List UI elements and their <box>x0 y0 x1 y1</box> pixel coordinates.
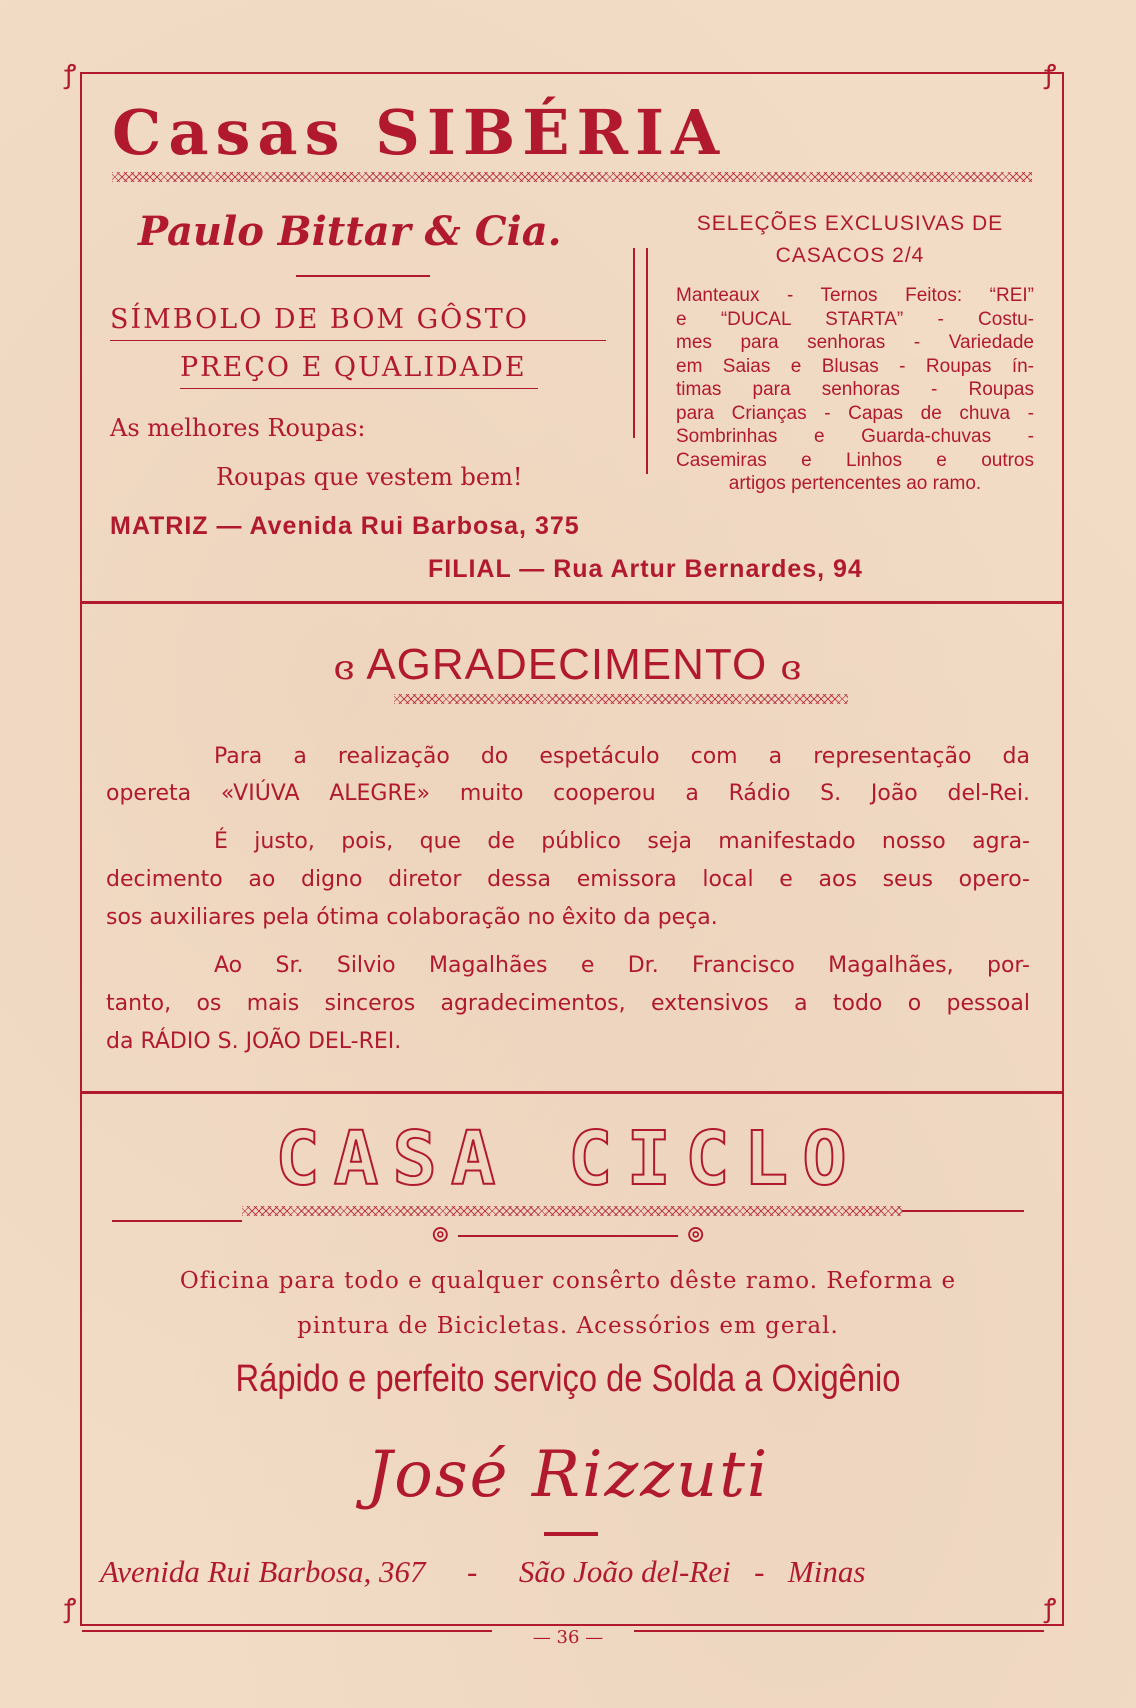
address-separator: - <box>466 1554 478 1589</box>
ciclo-welding-line: Rápido e perfeito serviço de Solda a Oxigênio <box>235 1358 901 1400</box>
corner-ornament-top-left: ꝭ <box>64 60 77 90</box>
product-line: timas para senhoras - Roupas <box>676 379 1034 400</box>
paragraph-3-line-3: da RÁDIO S. JOÃO DEL-REI. <box>106 1029 402 1054</box>
page-number: — 36 — <box>532 1627 604 1648</box>
firm-name: Paulo Bittar & Cia. <box>138 208 562 255</box>
section-divider-2 <box>82 1091 1062 1094</box>
ciclo-service-line-1: Oficina para todo e qualquer consêrto dêste ramo. Reforma e <box>179 1268 957 1294</box>
product-line: e “DUCAL STARTA” - Costu- <box>676 308 1034 330</box>
coats-heading: CASACOS 2/4 <box>775 244 925 267</box>
product-line-last: artigos pertencentes ao ramo. <box>728 473 982 494</box>
ciclo-scroll-ornament <box>0 1220 1136 1248</box>
product-list <box>676 284 1034 496</box>
ciclo-service-line-2: pintura de Bicicletas. Acessórios em geral. <box>297 1313 839 1339</box>
title-wavy-divider <box>112 172 1032 182</box>
scroll-right-icon: ⊚ <box>685 1220 706 1248</box>
product-line: mes para senhoras - Variedade <box>676 332 1034 353</box>
corner-ornament-bottom-left: ꝭ <box>64 1594 77 1624</box>
slogan-price-quality: PREÇO E QUALIDADE <box>180 352 527 383</box>
clothes-fit-line: Roupas que vestem bem! <box>216 463 523 491</box>
column-rule-left <box>633 248 635 438</box>
slogan-underline-1 <box>110 340 606 341</box>
paragraph-1-line-1: Para a realização do espetáculo com a representação da <box>214 744 1030 769</box>
paragraph-3-line-1: Ao Sr. Silvio Magalhães e Dr. Francisco Magalhães, por- <box>214 953 1030 978</box>
right-flourish-icon: ɞ <box>780 648 803 688</box>
slogan-underline-2 <box>180 388 538 389</box>
matriz-address: MATRIZ — Avenida Rui Barbosa, 375 <box>110 512 580 540</box>
scroll-left-icon: ⊚ <box>430 1220 451 1248</box>
product-line: Manteaux - Ternos Feitos: “REI” <box>676 285 1034 306</box>
slogan-good-taste: SÍMBOLO DE BOM GÔSTO <box>110 304 529 335</box>
paragraph-2-line-2: decimento ao digno diretor dessa emissora local e aos seus opero- <box>106 867 1030 892</box>
ciclo-city: São João del-Rei <box>518 1554 731 1589</box>
ciclo-wavy-divider <box>242 1206 902 1216</box>
ciclo-flourish-right <box>902 1210 1024 1212</box>
ciclo-street: Avenida Rui Barbosa, 367 <box>100 1554 426 1589</box>
ciclo-state: Minas <box>787 1554 866 1589</box>
firm-underline-ornament <box>296 275 430 277</box>
product-line: para Crianças - Capas de chuva - <box>676 402 1034 424</box>
agradecimento-title <box>0 640 1136 690</box>
left-flourish-icon: ɞ <box>333 648 356 688</box>
signature-underline-mark <box>544 1532 598 1536</box>
section-divider-1 <box>82 601 1062 604</box>
address-separator: - <box>754 1554 765 1589</box>
best-clothes-line: As melhores Roupas: <box>110 414 366 442</box>
casa-ciclo-title: CASA CICLO <box>275 1116 861 1202</box>
column-rule-right <box>646 248 648 474</box>
exclusive-selections-heading: SELEÇÕES EXCLUSIVAS DE <box>696 212 1004 235</box>
ciclo-address-line <box>100 1554 1028 1590</box>
product-line: em Saias e Blusas - Roupas ín- <box>676 355 1034 377</box>
siberia-title: Casas SIBÉRIA <box>112 96 727 169</box>
filial-address: FILIAL — Rua Artur Bernardes, 94 <box>428 555 863 583</box>
agradecimento-title-text: AGRADECIMENTO <box>366 640 768 689</box>
paragraph-1-line-2: opereta «VIÚVA ALEGRE» muito cooperou a Rádio S. João del-Rei. <box>106 781 1030 806</box>
agradecimento-wavy-divider <box>394 694 848 704</box>
product-line: Casemiras e Linhos e outros <box>676 449 1034 471</box>
product-line: Sombrinhas e Guarda-chuvas - <box>676 426 1034 447</box>
corner-ornament-top-right: ꝭ <box>1044 60 1057 90</box>
paragraph-2-line-1: É justo, pois, que de público seja manifestado nosso agra- <box>214 829 1030 854</box>
corner-ornament-bottom-right: ꝭ <box>1044 1594 1057 1624</box>
owner-signature: José Rizzuti <box>366 1438 770 1512</box>
paragraph-2-line-3: sos auxiliares pela ótima colaboração no êxito da peça. <box>106 905 718 930</box>
paragraph-3-line-2: tanto, os mais sinceros agradecimentos, extensivos a todo o pessoal <box>106 991 1030 1016</box>
scroll-bar <box>458 1235 678 1237</box>
